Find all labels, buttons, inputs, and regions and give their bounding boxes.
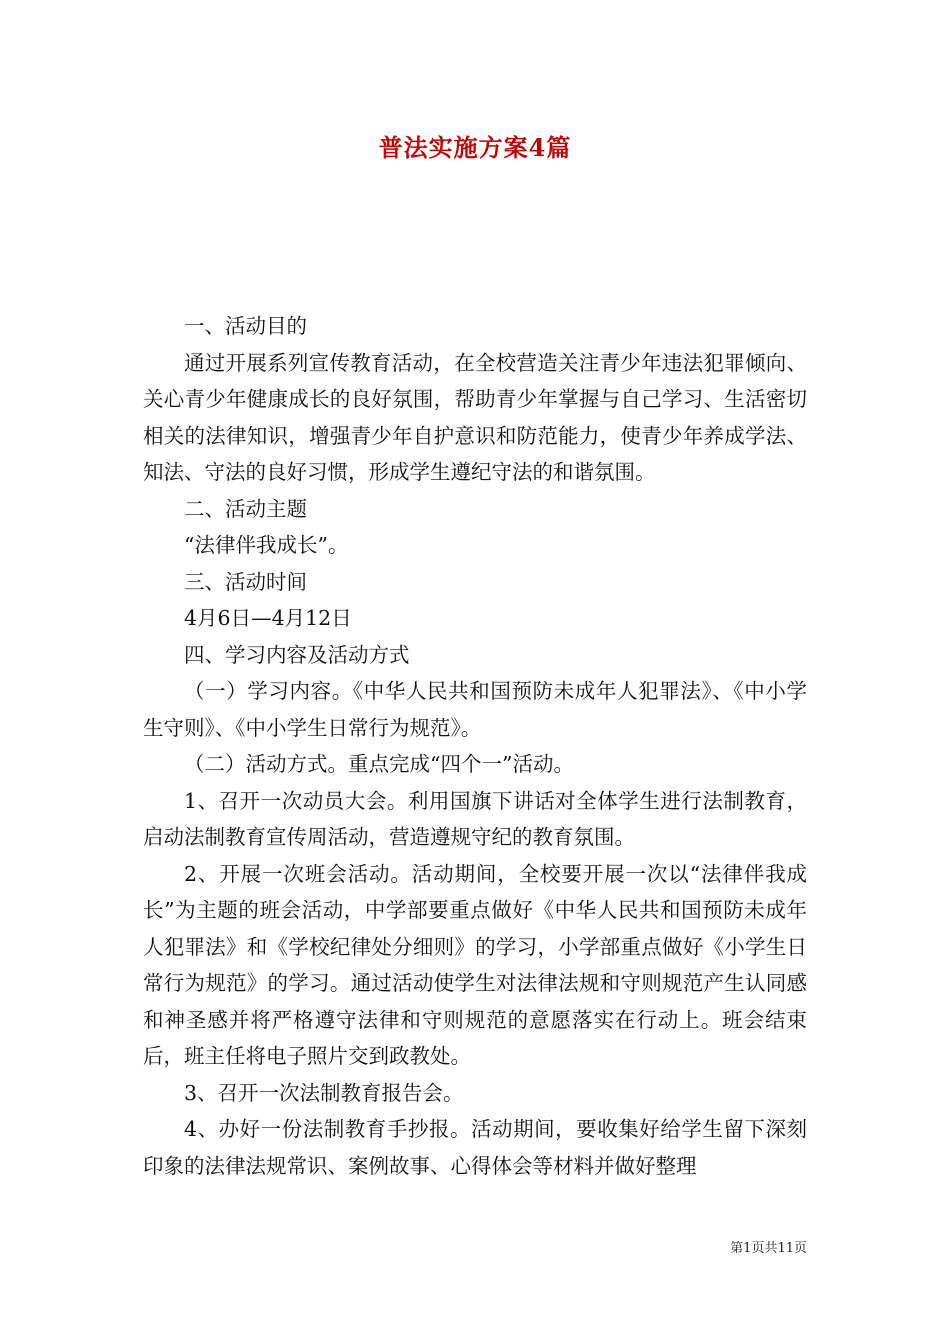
- body-paragraph: （一）学习内容。《中华人民共和国预防未成年人犯罪法》、《中小学生守则》、《中小学生日常行为规范》。: [143, 679, 807, 740]
- body-paragraph: 通过开展系列宣传教育活动，在全校营造关注青少年违法犯罪倾向、关心青少年健康成长的良好氛围，帮助青少年掌握与自己学习、生活密切相关的法律知识，增强青少年自护意识和防范能力，使青少年养成学法、知法、守法的良好习惯，形成学生遵纪守法的和谐氛围。: [143, 350, 807, 484]
- document-body: [143, 308, 807, 1184]
- section-heading: 三、活动时间: [184, 569, 307, 594]
- body-paragraph: （二）活动方式。重点完成“四个一”活动。: [184, 752, 574, 776]
- body-paragraph: 3、召开一次法制教育报告会。: [184, 1080, 464, 1105]
- document-title: 普法实施方案4篇: [378, 133, 572, 162]
- section-heading: 四、学习内容及活动方式: [184, 642, 410, 667]
- page-number: 第1页共11页: [730, 1241, 807, 1256]
- section-heading: 二、活动主题: [184, 496, 307, 521]
- body-paragraph: “法律伴我成长”。: [184, 533, 349, 557]
- section-heading: 一、活动目的: [184, 314, 307, 338]
- body-paragraph: 4、办好一份法制教育手抄报。活动期间，要收集好给学生留下深刻印象的法律法规常识、案例故事、心得体会等材料并做好整理: [143, 1117, 807, 1178]
- body-paragraph: 4月6日—4月12日: [184, 606, 352, 630]
- body-paragraph: 1、召开一次动员大会。利用国旗下讲话对全体学生进行法制教育，启动法制教育宣传周活动，营造遵规守纪的教育氛围。: [143, 788, 807, 849]
- body-paragraph: 2、开展一次班会活动。活动期间，全校要开展一次以“法律伴我成长”为主题的班会活动，中学部要重点做好《中华人民共和国预防未成年人犯罪法》和《学校纪律处分细则》的学习，小学部重点做好《小学生日常行为规范》的学习。通过活动使学生对法律法规和守则规范产生认同感和神圣感并将严格遵守法律和守则规范的意愿落实在行动上。班会结束后，班主任将电子照片交到政教处。: [143, 861, 807, 1068]
